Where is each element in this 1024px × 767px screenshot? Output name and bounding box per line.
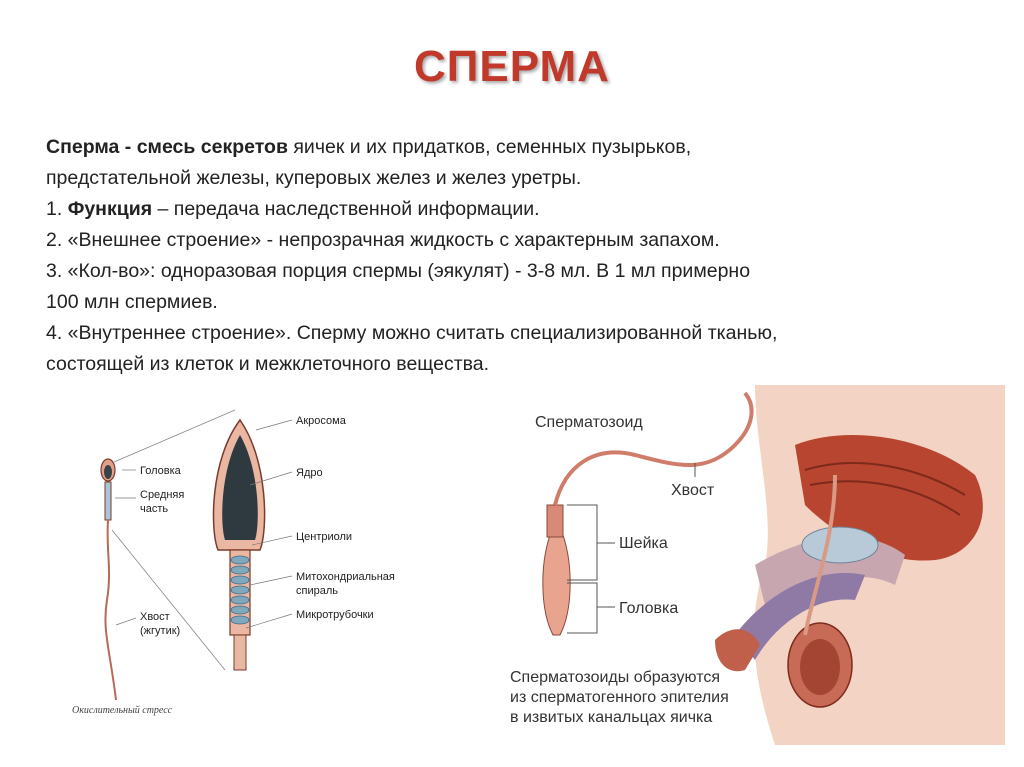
- label-sperm: Сперматозоид: [535, 414, 643, 431]
- label-acrosome: Акросома: [296, 415, 346, 427]
- text-line-7: 4. «Внутреннее строение». Сперму можно считать специализированной тканью,: [46, 322, 778, 344]
- anatomy-illustration: [505, 385, 1005, 745]
- label-nucleus: Ядро: [296, 467, 323, 479]
- label-mito-1: Митохондриальная: [296, 571, 395, 583]
- slide-text: [46, 132, 986, 380]
- anatomy-drawing: [715, 385, 1005, 745]
- small-sperm-drawing: [101, 459, 116, 700]
- text-line-2: предстательной железы, куперовых желез и желез уретры.: [46, 167, 582, 189]
- sperm-structure-diagram: [60, 400, 420, 730]
- text-line-3: 1. Функция – передача наследственной информации.: [46, 198, 540, 220]
- label-tail-2: (жгутик): [140, 625, 181, 637]
- label-neck: Шейка: [619, 535, 668, 552]
- label-note-3: в извитых канальцах яичка: [510, 709, 713, 726]
- text-line-1: Сперма - смесь секретов яичек и их придатков, семенных пузырьков,: [46, 136, 692, 158]
- text-line-4: 2. «Внешнее строение» - непрозрачная жидкость с характерным запахом.: [46, 229, 720, 251]
- figure-caption: Окислительный стресс: [72, 705, 173, 716]
- label-tail: Хвост: [671, 482, 715, 499]
- label-note-2: из сперматогенного эпителия: [510, 689, 729, 706]
- label-tail-1: Хвост: [140, 611, 170, 623]
- text-line-6: 100 млн спермиев.: [46, 291, 218, 313]
- label-note-1: Сперматозоиды образуются: [510, 669, 720, 686]
- slide-title: СПЕРМА: [414, 42, 610, 91]
- label-head: Головка: [140, 465, 181, 477]
- text-line-5: 3. «Кол-во»: одноразовая порция спермы (эякулят) - 3-8 мл. В 1 мл примерно: [46, 260, 751, 282]
- label-middle-2: часть: [140, 503, 169, 515]
- text-line-8: состоящей из клеток и межклеточного вещества.: [46, 353, 490, 375]
- label-microtubules: Микротрубочки: [296, 609, 374, 621]
- label-mito-2: спираль: [296, 585, 338, 597]
- large-sperm-drawing: [213, 420, 264, 670]
- label-middle-1: Средняя: [140, 489, 185, 501]
- label-centrioles: Центриоли: [296, 531, 353, 543]
- label-head-right: Головка: [619, 600, 679, 617]
